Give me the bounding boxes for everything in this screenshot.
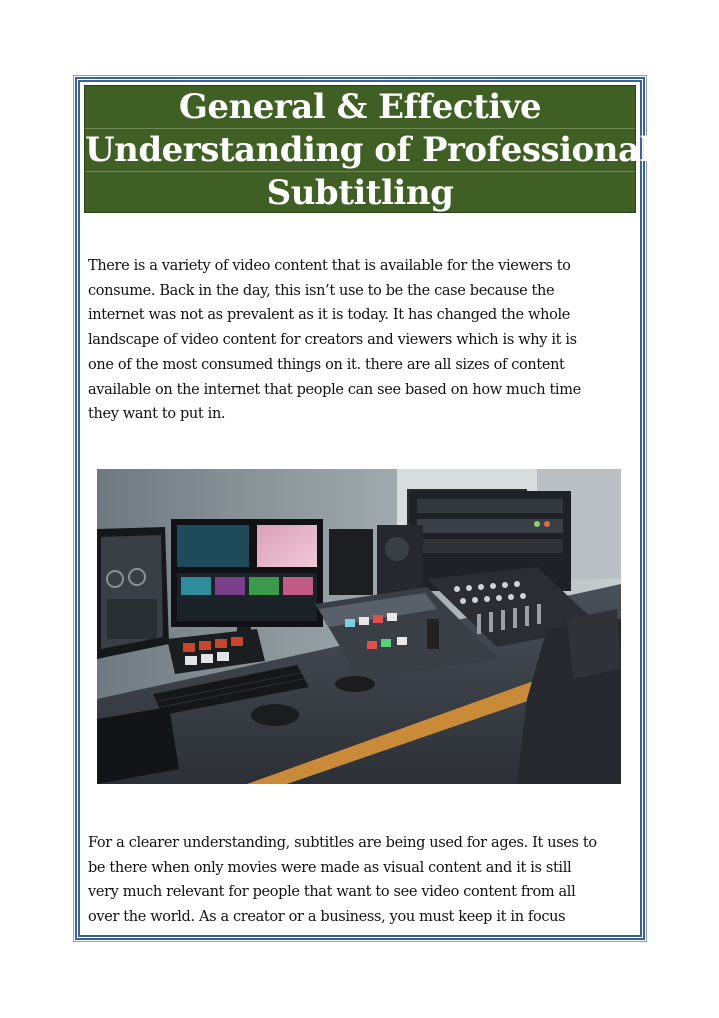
title-line-3: Subtitling xyxy=(266,173,454,213)
closing-line: very much relevant for people that want to see video content from all xyxy=(88,884,576,901)
intro-line: consume. Back in the day, this isn’t use to be the case because the xyxy=(88,282,555,299)
closing-line: over the world. As a creator or a business, you must keep it in focus xyxy=(88,909,566,926)
closing-paragraph xyxy=(88,831,628,930)
studio-photo xyxy=(97,469,621,784)
intro-line: available on the internet that people can see based on how much time xyxy=(88,381,581,398)
intro-line: internet was not as prevalent as it is today. It has changed the whole xyxy=(88,307,570,324)
title-line-2: Understanding of Professional xyxy=(85,130,652,170)
intro-line: they want to put in. xyxy=(88,406,226,423)
intro-paragraph xyxy=(88,254,628,427)
title-line-1: General & Effective xyxy=(178,87,542,127)
closing-line: be there when only movies were made as visual content and it is still xyxy=(88,859,572,876)
title-banner xyxy=(84,85,652,213)
intro-line: landscape of video content for creators and viewers which is why it is xyxy=(88,332,577,349)
intro-line: There is a variety of video content that is available for the viewers to xyxy=(88,258,571,274)
closing-line: For a clearer understanding, subtitles are being used for ages. It uses to xyxy=(88,835,597,851)
intro-line: one of the most consumed things on it. there are all sizes of content xyxy=(88,356,565,373)
